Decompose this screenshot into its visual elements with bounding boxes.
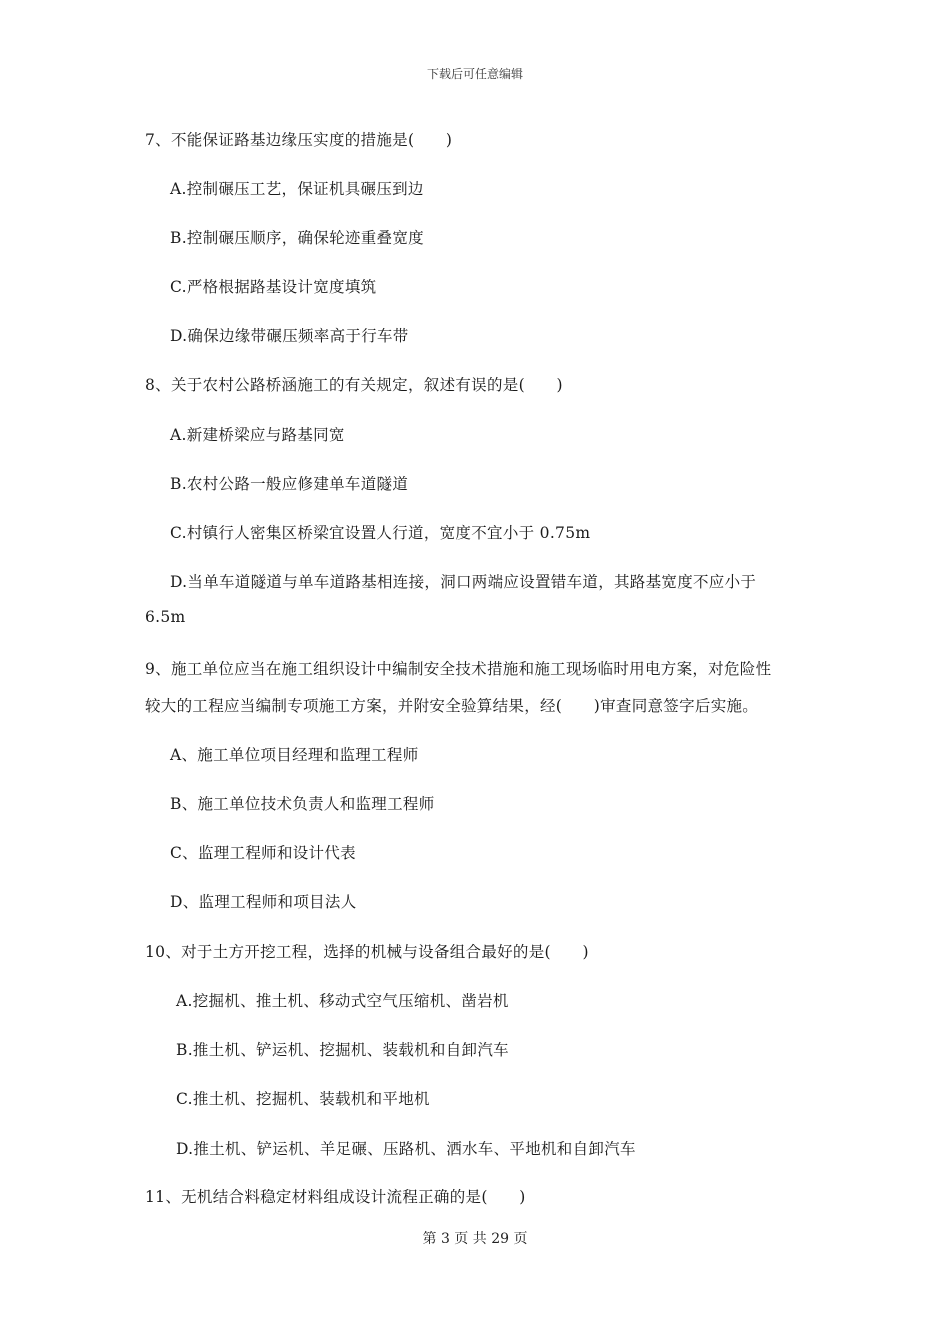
question-8-option-d-continued: 6.5m (145, 608, 186, 626)
question-10-option-d: D.推土机、铲运机、羊足碾、压路机、洒水车、平地机和自卸汽车 (176, 1140, 636, 1158)
question-10: 10、对于土方开挖工程，选择的机械与设备组合最好的是( ) (145, 943, 589, 961)
question-9-option-b: B、施工单位技术负责人和监理工程师 (170, 795, 435, 813)
question-7-option-a: A.控制碾压工艺，保证机具碾压到边 (170, 180, 424, 198)
question-9-option-a: A、施工单位项目经理和监理工程师 (170, 746, 419, 764)
question-9-option-c: C、监理工程师和设计代表 (170, 844, 356, 862)
question-8-option-a: A.新建桥梁应与路基同宽 (170, 426, 345, 444)
question-9-continued: 较大的工程应当编制专项施工方案，并附安全验算结果，经( )审查同意签字后实施。 (145, 697, 759, 715)
question-9: 9、施工单位应当在施工组织设计中编制安全技术措施和施工现场临时用电方案，对危险性 (145, 660, 772, 678)
question-8-option-d: D.当单车道隧道与单车道路基相连接，洞口两端应设置错车道，其路基宽度不应小于 (170, 573, 757, 591)
question-8-option-b: B.农村公路一般应修建单车道隧道 (170, 475, 409, 493)
question-7-option-c: C.严格根据路基设计宽度填筑 (170, 278, 377, 296)
question-7-option-b: B.控制碾压顺序，确保轮迹重叠宽度 (170, 229, 424, 247)
question-9-option-d: D、监理工程师和项目法人 (170, 893, 357, 911)
question-8-option-c: C.村镇行人密集区桥梁宜设置人行道，宽度不宜小于 0.75m (170, 524, 591, 542)
question-10-option-c: C.推土机、挖掘机、装载机和平地机 (176, 1090, 430, 1108)
question-11: 11、无机结合料稳定材料组成设计流程正确的是( ) (145, 1188, 526, 1206)
page-header: 下载后可任意编辑 (426, 67, 523, 81)
question-10-option-b: B.推土机、铲运机、挖掘机、装载机和自卸汽车 (176, 1041, 509, 1059)
question-10-option-a: A.挖掘机、推土机、移动式空气压缩机、凿岩机 (176, 992, 509, 1010)
question-7-option-d: D.确保边缘带碾压频率高于行车带 (170, 327, 409, 345)
page-footer: 第 3 页 共 29 页 (422, 1231, 528, 1247)
question-7: 7、不能保证路基边缘压实度的措施是( ) (145, 131, 453, 149)
question-8: 8、关于农村公路桥涵施工的有关规定，叙述有误的是( ) (145, 376, 563, 394)
